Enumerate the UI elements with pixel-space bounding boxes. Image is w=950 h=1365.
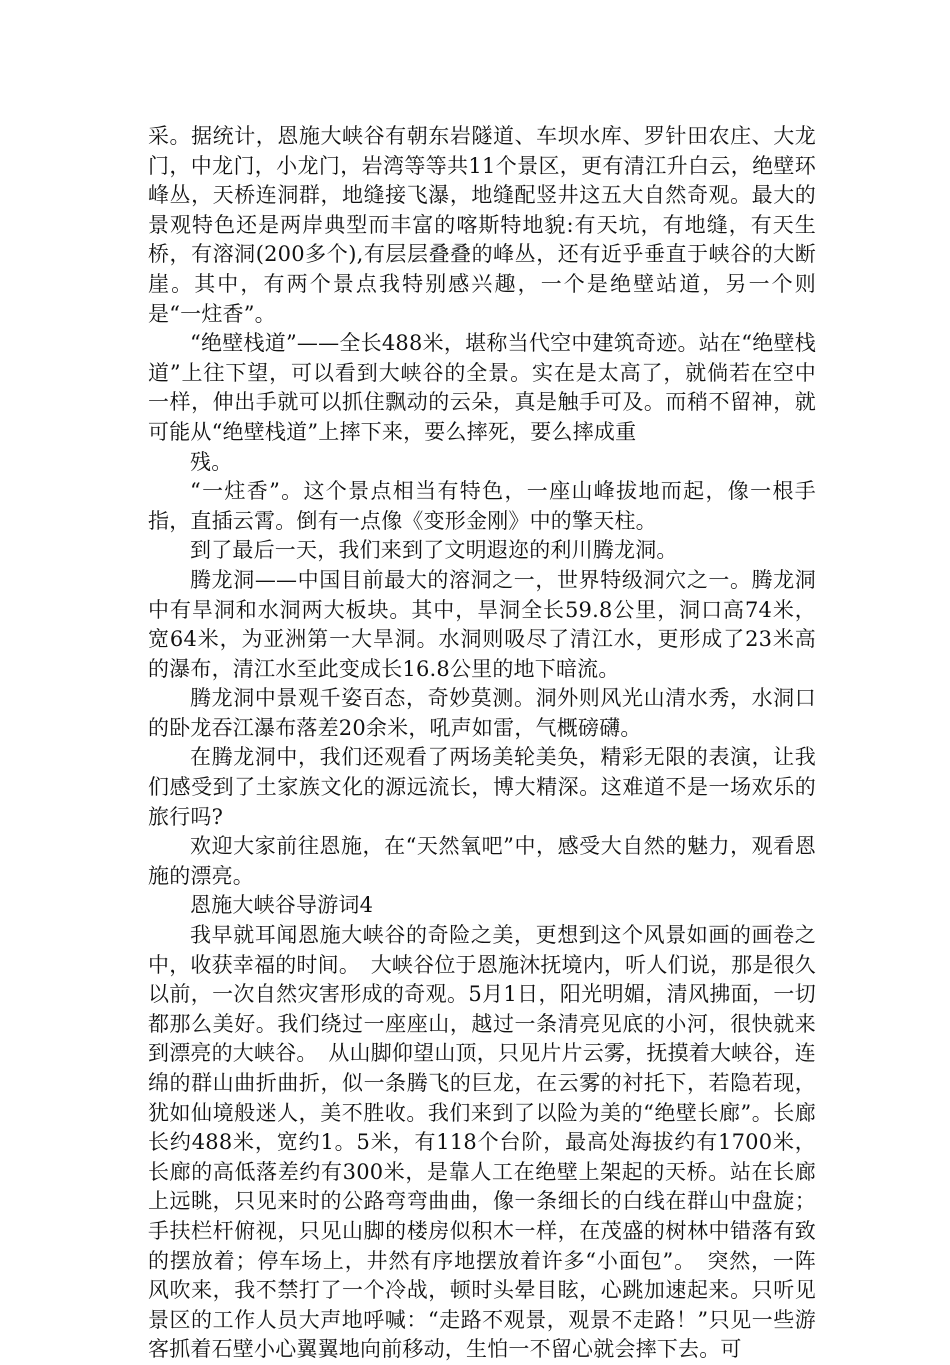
paragraph-8: 在腾龙洞中，我们还观看了两场美轮美奂，精彩无限的表演，让我们感受到了土家族文化的源远流长，博大精深。这难道不是一场欢乐的旅行吗?: [148, 745, 816, 829]
paragraph-4: “一炷香”。这个景点相当有特色，一座山峰拔地而起，像一根手指，直插云霄。倒有一点像《变形金刚》中的擎天柱。: [148, 479, 816, 533]
paragraph-10: 我早就耳闻恩施大峡谷的奇险之美，更想到这个风景如画的画卷之中，收获幸福的时间。 大峡谷位于恩施沐抚境内，听人们说，那是很久以前，一次自然灾害形成的奇观。5月1日，阳光明媚，清风拂面，一切都那么美好。我们绕过一座座山，越过一条清亮见底的小河，很快就来到漂亮的大峡谷。 从山脚仰望山顶，只见片片云雾，抚摸着大峡谷，连绵的群山曲折曲折，似一条腾飞的巨龙，在云雾的衬托下，若隐若现，犹如仙境般迷人，美不胜收。我们来到了以险为美的“绝壁长廊”。长廊长约488米，宽约1。5米，有118个台阶，最高处海拔约有1700米，长廊的高低落差约有300米，是靠人工在绝壁上架起的天桥。站在长廊上远眺，只见来时的公路弯弯曲曲，像一条细长的白线在群山中盘旋；手扶栏杆俯视，只见山脚的楼房似积木一样，在茂盛的树林中错落有致的摆放着；停车场上，井然有序地摆放着许多“小面包”。 突然，一阵风吹来，我不禁打了一个冷战，顿时头晕目眩，心跳加速起来。只听见景区的工作人员大声地呼喊：“走路不观景，观景不走路！”只见一些游客抓着石壁小心翼翼地向前移动，生怕一不留心就会摔下去。可: [148, 923, 816, 1362]
paragraph-7: 腾龙洞中景观千姿百态，奇妙莫测。洞外则风光山清水秀，水洞口的卧龙吞江瀑布落差20余米，吼声如雷，气概磅礴。: [148, 686, 816, 740]
section-heading: 恩施大峡谷导游词4: [190, 893, 374, 918]
paragraph-3: 残。: [190, 449, 233, 474]
paragraph-1: 采。据统计，恩施大峡谷有朝东岩隧道、车坝水库、罗针田农庄、大龙门，中龙门，小龙门，岩湾等等共11个景区，更有清江升白云，绝壁环峰丛，天桥连洞群，地缝接飞瀑，地缝配竖井这五大自然奇观。最大的景观特色还是两岸典型而丰富的喀斯特地貌:有天坑，有地缝，有天生桥，有溶洞(200多个),有层层叠叠的峰丛，还有近乎垂直于峡谷的大断崖。其中，有两个景点我特别感兴趣，一个是绝壁站道，另一个则是“一炷香”。: [148, 124, 816, 326]
document-body: [148, 122, 816, 1365]
paragraph-5: 到了最后一天，我们来到了文明遐迩的利川腾龙洞。: [190, 538, 678, 563]
paragraph-6: 腾龙洞——中国目前最大的溶洞之一，世界特级洞穴之一。腾龙洞中有旱洞和水洞两大板块。其中，旱洞全长59.8公里，洞口高74米，宽64米，为亚洲第一大旱洞。水洞则吸尽了清江水，更形成了23米高的瀑布，清江水至此变成长16.8公里的地下暗流。: [148, 567, 816, 681]
paragraph-2: “绝壁栈道”——全长488米，堪称当代空中建筑奇迹。站在“绝壁栈道”上往下望，可以看到大峡谷的全景。实在是太高了，就倘若在空中一样，伸出手就可以抓住飘动的云朵，真是触手可及。而稍不留神，就可能从“绝壁栈道”上摔下来，要么摔死，要么摔成重: [148, 331, 816, 444]
paragraph-9: 欢迎大家前往恩施，在“天然氧吧”中，感受大自然的魅力，观看恩施的漂亮。: [148, 834, 816, 888]
